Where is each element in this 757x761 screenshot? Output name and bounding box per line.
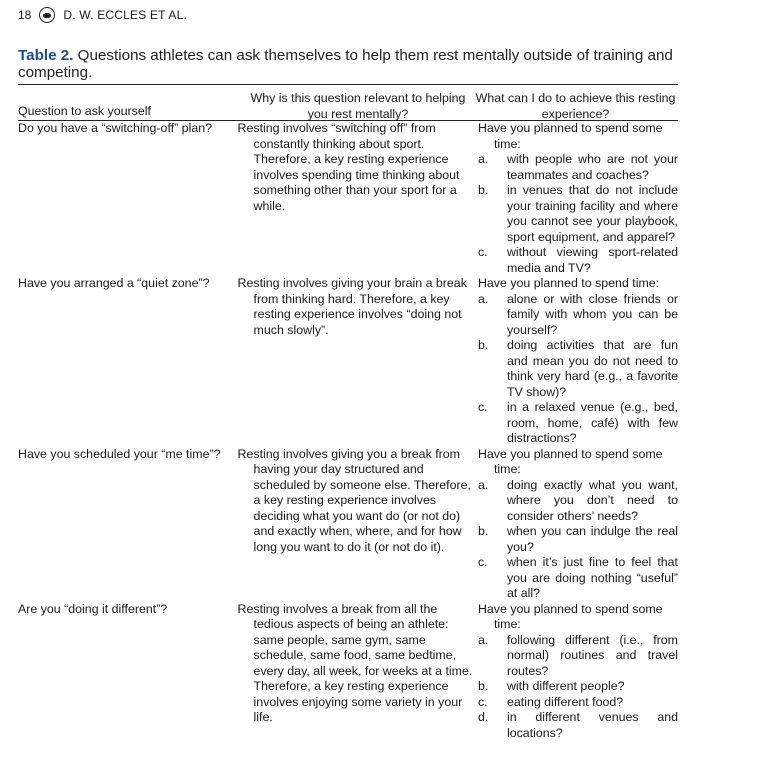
relevance-cell: Resting involves a break from all the tedious aspects of being an athlete: same people, same gym, same schedule, same food, same bedtime, every day, all week, for weeks at a time. Therefore, a key resting experience involves enjoying some variety in your life. xyxy=(237,601,473,724)
questions-table xyxy=(18,84,678,741)
column-header-what: What can I do to achieve this resting experience? xyxy=(475,91,676,121)
action-option xyxy=(478,338,678,400)
option-text: in different venues and locations? xyxy=(506,710,678,740)
page-number: 18 xyxy=(18,8,32,22)
relevance-cell: Resting involves giving you a break from having your day structured and scheduled by someone else. Therefore, a key resting experience involves deciding what you want do (or not do) and exactly when, where, and for how long you want to do it (or not do it). xyxy=(237,446,471,554)
option-text: without viewing sport-related media and TV? xyxy=(506,245,678,275)
question-cell: Are you “doing it different”? xyxy=(18,601,168,616)
table-row xyxy=(18,276,678,447)
actions-intro: Have you planned to spend time: xyxy=(477,276,660,290)
running-authors: D. W. ECCLES ET AL. xyxy=(63,8,187,22)
table-row xyxy=(18,121,678,276)
action-option xyxy=(478,245,678,276)
option-letter: c. xyxy=(477,694,488,709)
option-letter: a. xyxy=(477,632,489,647)
relevance-cell: Resting involves giving your brain a break from thinking hard. Therefore, a key resting experience involves “doing not much slowly”. xyxy=(237,276,467,337)
option-text: with different people? xyxy=(506,679,625,693)
running-header xyxy=(18,6,187,24)
table-header xyxy=(18,85,678,120)
option-text: eating different food? xyxy=(506,694,624,709)
action-option xyxy=(478,555,678,602)
table-row xyxy=(18,602,678,742)
table-row xyxy=(18,447,678,602)
option-text: in venues that do not include your training facility and where you cannot see your playbook, sport equipment, and apparel? xyxy=(506,183,678,244)
option-text: in a relaxed venue (e.g., bed, room, home, café) with few distractions? xyxy=(506,400,678,445)
option-letter: b. xyxy=(477,338,489,352)
option-letter: b. xyxy=(477,524,489,538)
table-body xyxy=(18,121,678,741)
option-letter: d. xyxy=(477,710,489,724)
relevance-cell: Resting involves “switching off” from constantly thinking about sport. Therefore, a key resting experience involves spending time thinking about something other than your sport for a while. xyxy=(237,121,460,213)
column-header-why: Why is this question relevant to helping you rest mentally? xyxy=(250,91,466,121)
actions-intro: Have you planned to spend some time: xyxy=(477,601,663,631)
table-caption xyxy=(18,47,678,81)
option-text: doing activities that are fun and mean you do not need to think very hard (e.g., a favorite TV show)? xyxy=(506,338,678,399)
option-letter: b. xyxy=(477,679,489,693)
option-text: following different (i.e., from normal) routines and travel routes? xyxy=(506,632,678,678)
action-option xyxy=(478,152,678,183)
actions-intro: Have you planned to spend some time: xyxy=(477,446,663,476)
actions-intro: Have you planned to spend some time: xyxy=(477,121,663,151)
actions-cell xyxy=(478,121,678,276)
question-cell: Do you have a “switching-off” plan? xyxy=(18,121,212,135)
actions-cell xyxy=(478,602,678,742)
table-label: Table 2. xyxy=(18,47,74,64)
option-letter: c. xyxy=(477,555,488,569)
publisher-logo-icon xyxy=(39,7,55,23)
action-option xyxy=(478,633,678,680)
option-letter: c. xyxy=(477,245,488,259)
action-option xyxy=(478,400,678,447)
action-option xyxy=(478,292,678,339)
action-option xyxy=(478,695,678,711)
option-letter: a. xyxy=(477,291,489,306)
actions-cell xyxy=(478,276,678,447)
actions-cell xyxy=(478,447,678,602)
table-caption-text: Questions athletes can ask themselves to help them rest mentally outside of training and competing. xyxy=(18,47,673,81)
option-letter: a. xyxy=(477,477,489,492)
option-letter: b. xyxy=(477,183,489,197)
action-option xyxy=(478,478,678,525)
option-letter: c. xyxy=(477,400,488,414)
column-header-question: Question to ask yourself xyxy=(18,103,151,118)
action-option xyxy=(478,710,678,741)
option-letter: a. xyxy=(477,152,489,166)
action-option xyxy=(478,524,678,555)
option-text: alone or with close friends or family with whom you can be yourself? xyxy=(506,291,678,337)
action-option xyxy=(478,183,678,245)
option-text: doing exactly what you want, where you don’t need to consider others’ needs? xyxy=(506,477,678,523)
option-text: when you can indulge the real you? xyxy=(506,524,678,554)
question-cell: Have you arranged a “quiet zone”? xyxy=(18,276,210,290)
action-option xyxy=(478,679,678,695)
option-text: when it’s just fine to feel that you are doing nothing “useful” at all? xyxy=(506,555,678,600)
option-text: with people who are not your teammates and coaches? xyxy=(506,152,678,182)
question-cell: Have you scheduled your “me time”? xyxy=(18,446,221,461)
